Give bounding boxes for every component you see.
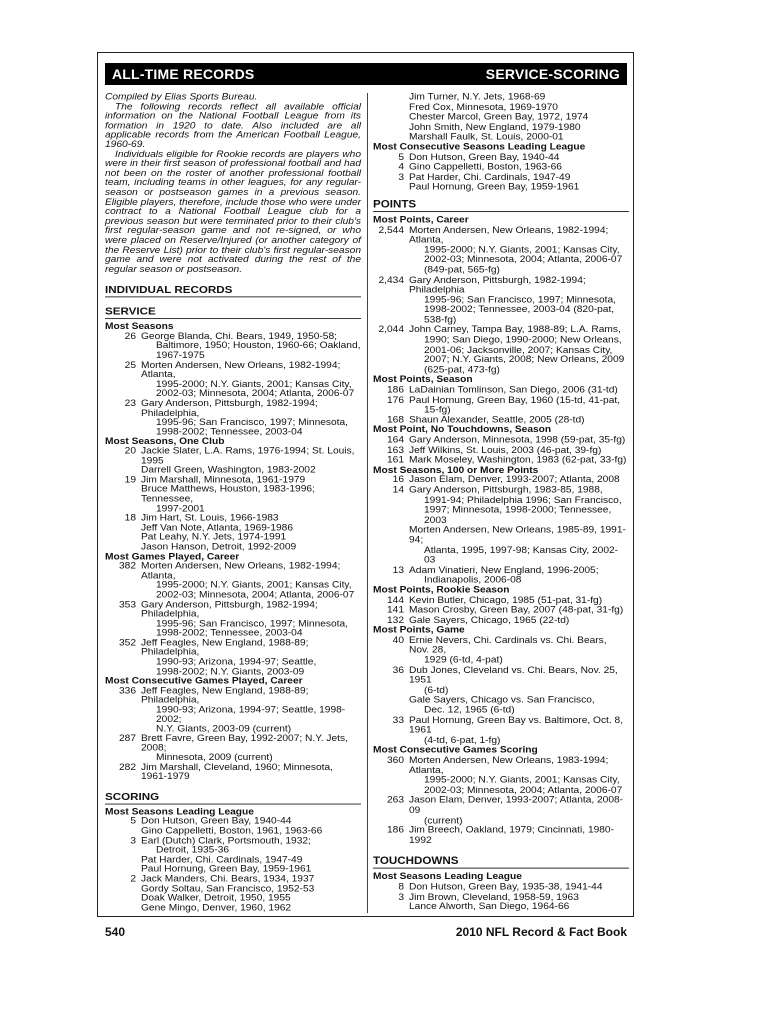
record-line: Don Hutson, Green Bay, 1935-38, 1941-44 [409,881,603,893]
record-line: Jack Manders, Chi. Bears, 1934, 1937 [141,874,315,885]
record-value: 36 [392,665,404,676]
record-holder [409,716,629,746]
record-line: Dub Jones, Cleveland vs. Chi. Bears, Nov. 25, 1951 [409,665,618,686]
record-line: Gary Anderson, Pittsburgh, 1983-85, 1988, [409,485,603,496]
record-value [373,696,409,716]
record-line: 2002-03; Minnesota, 2004; Atlanta, 2006-07 [424,254,623,266]
intro-paragraph: Compiled by Elias Sports Bureau. [105,92,258,103]
record-value: 2,434 [378,274,404,286]
record-line: Brett Favre, Green Bay, 1992-2007; N.Y. Jets, 2008; [141,733,348,754]
record-line: Don Hutson, Green Bay, 1940-44 [141,816,292,827]
record-category: Most Seasons, 100 or More Points [373,465,539,476]
record-holder [141,763,361,782]
record-value: 3 [130,835,136,846]
record-line: 15-fg) [424,404,451,416]
record-line: Pat Harder, Chi. Cardinals, 1947-49 [141,854,303,865]
record-entry [373,183,629,193]
record-value [373,526,409,566]
record-entry [105,735,361,764]
record-value: 33 [392,715,404,726]
record-line: Mark Moseley, Washington, 1983 (62-pat, 33-fg) [409,454,627,466]
record-line: 1929 (6-td, 4-pat) [424,655,503,666]
record-value: 352 [119,638,136,648]
record-line: Bruce Matthews, Houston, 1983-1996; Tennessee, [141,484,315,505]
record-category: Most Consecutive Games Played, Career [105,676,303,687]
record-category: Most Games Played, Career [105,551,240,562]
section-subtitle: SERVICE-SCORING [485,66,620,82]
record-category: Most Seasons Leading League [373,871,522,883]
record-holder [409,696,629,716]
record-line: Gary Anderson, Minnesota, 1998 (59-pat, 35-fg) [409,434,626,446]
record-value: 26 [124,331,136,342]
section-heading: TOUCHDOWNS [373,856,629,869]
right-records [373,93,629,913]
record-line: Pat Harder, Chi. Cardinals, 1947-49 [409,172,571,183]
record-entry [105,562,361,600]
record-line: Jason Hanson, Detroit, 1992-2009 [141,542,297,553]
record-entry [373,276,629,326]
record-holder [141,400,361,438]
record-line: 1995-96; San Francisco, 1997; Minnesota, [424,294,616,306]
record-line: Jackie Slater, L.A. Rams, 1976-1994; St. Louis, 1995 [141,446,355,467]
record-line: 1998-2002; N.Y. Giants, 2003-09 [156,666,305,677]
intro-text [105,93,361,275]
record-line: 2002-03; Minnesota, 2004; Atlanta, 2006-07 [156,590,355,601]
record-value: 25 [124,360,136,371]
record-entry [373,826,629,846]
record-line: Paul Hornung, Green Bay vs. Baltimore, Oct. 8, 1961 [409,715,624,736]
record-value: 18 [124,513,136,524]
record-value: 19 [124,475,136,486]
record-value: 353 [119,599,136,610]
record-entry [105,763,361,782]
record-line: (849-pat, 565-fg) [424,264,500,276]
record-line: (4-td, 6-pat, 1-fg) [424,735,501,746]
record-line: 1990; San Diego, 1990-2000; New Orleans, [424,334,622,346]
record-value: 360 [387,755,404,766]
record-holder [141,361,361,399]
section-heading: SERVICE [105,307,361,320]
record-line: 1995-96; San Francisco, 1997; Minnesota, [156,417,348,428]
record-line: Jim Breech, Oakland, 1979; Cincinnati, 1980-1992 [409,825,614,846]
record-category: Most Seasons, One Club [105,436,225,447]
record-entry [105,639,361,677]
record-holder [409,566,629,586]
record-value: 287 [119,733,136,744]
record-line: Ernie Nevers, Chi. Cardinals vs. Chi. Bears, Nov. 28, [409,635,607,656]
left-records [105,285,361,913]
record-category: Most Points, Game [373,625,465,636]
record-line: Baltimore, 1950; Houston, 1960-66; Oakland, [156,341,361,352]
record-value [105,534,141,544]
record-value: 13 [392,565,404,576]
record-value: 2,544 [378,224,404,236]
record-value [373,903,409,913]
record-value: 3 [398,172,404,183]
record-line: Jim Brown, Cleveland, 1958-59, 1963 [409,891,579,903]
section-heading: SCORING [105,792,361,805]
record-entry [373,566,629,586]
section-heading: INDIVIDUAL RECORDS [105,285,361,298]
record-value [373,103,409,113]
record-line: Gordy Soltau, San Francisco, 1952-53 [141,883,315,894]
record-line: 1997; Minnesota, 1998-2000; Tennessee, 2003 [424,505,612,526]
record-value: 16 [392,475,404,486]
right-column [373,93,629,913]
record-line: John Smith, New England, 1979-1980 [409,122,581,133]
record-value: 186 [387,384,404,396]
record-entry [105,687,361,735]
record-value [105,524,141,534]
record-line: Dec. 12, 1965 (6-td) [424,705,515,716]
record-value: 164 [387,434,404,446]
record-entry [373,326,629,376]
record-line: 1995-2000; N.Y. Giants, 2001; Kansas City, [156,379,352,390]
record-value: 144 [387,595,404,606]
record-line: Jim Marshall, Minnesota, 1961-1979 [141,475,306,486]
record-line: 1990-93; Arizona, 1994-97; Seattle, [156,657,317,668]
record-holder [409,486,629,526]
record-value: 14 [392,485,404,496]
record-line: Lance Alworth, San Diego, 1964-66 [409,901,570,913]
record-category: Most Seasons Leading League [105,807,254,817]
record-line: Fred Cox, Minnesota, 1969-1970 [409,102,558,113]
record-line: Kevin Butler, Chicago, 1985 (51-pat, 31-fg) [409,595,603,606]
record-value: 168 [387,414,404,426]
record-line: Jeff Wilkins, St. Louis, 2003 (46-pat, 39-fg) [409,444,602,456]
record-category: Most Points, Career [373,214,469,226]
record-line: Gary Anderson, Pittsburgh, 1982-1994; Philadelphia, [141,398,318,419]
record-holder [141,486,361,515]
record-line: Gale Sayers, Chicago, 1965 (22-td) [409,615,570,626]
record-line: Gene Mingo, Denver, 1960, 1962 [141,902,292,913]
record-line: Gale Sayers, Chicago vs. San Francisco, [409,695,595,706]
page-footer [105,925,627,939]
record-entry [105,601,361,639]
record-line: Jeff Van Note, Atlanta, 1969-1986 [141,523,293,534]
record-holder [409,796,629,826]
record-value: 23 [124,398,136,409]
record-holder [141,447,361,466]
record-entry [373,716,629,746]
record-entry [373,666,629,696]
record-line: 2007; N.Y. Giants, 2008; New Orleans, 2009 [424,354,625,366]
record-entry [373,903,629,913]
record-line: 1998-2002; Tennessee, 2003-04 [156,628,303,639]
book-title: 2010 NFL Record & Fact Book [455,925,627,939]
record-value: 4 [398,162,404,173]
record-value [105,486,141,515]
record-holder [409,183,629,193]
record-value: 186 [387,825,404,836]
record-line: Morten Andersen, New Orleans, 1983-1994; Atlanta, [409,755,609,776]
record-line: 1995-2000; N.Y. Giants, 2001; Kansas City, [424,775,620,786]
record-value: 336 [119,685,136,696]
record-value [373,113,409,123]
record-line: Jason Elam, Denver, 1993-2007; Atlanta, 2008 [409,475,620,486]
record-line: Gary Anderson, Pittsburgh, 1982-1994; Philadelphia [409,274,586,296]
record-holder [409,396,629,416]
record-line: 1997-2001 [156,503,205,514]
record-value: 141 [387,605,404,616]
record-holder [409,526,629,566]
left-column [105,93,361,913]
section-heading: POINTS [373,199,629,212]
record-line: Jim Marshall, Cleveland, 1960; Minnesota, 1961-1979 [141,762,333,783]
record-entry [373,486,629,526]
record-holder [409,826,629,846]
record-line: 1998-2002; Tennessee, 2003-04 (820-pat, [424,304,615,316]
record-category: Most Consecutive Games Scoring [373,745,538,756]
record-value: 5 [398,152,404,163]
record-entry [105,837,361,856]
record-value: 263 [387,795,404,806]
record-entry [105,486,361,515]
record-value: 8 [398,881,404,893]
record-line: Adam Vinatieri, New England, 1996-2005; [409,565,599,576]
record-entry [105,400,361,438]
intro-paragraph: Individuals eligible for Rookie records are players who were in their first season of professional football and had not been on the roster of another professional football team, including teams in other leagues, for any regular-season or postseason games in a previous season. Eligible players, therefore, include those who were under contract to a National Football League club for a previous season but were terminated prior to their club's first regular-season game and not re-signed, or who were placed on Reserve/Injured (or another category of the Reserve List) prior to their club's first regular-season game and were not activated during the rest of the regular season or postseason. [105,149,361,275]
record-value: 282 [119,762,136,773]
record-value: 3 [398,891,404,903]
title-bar [105,63,627,85]
record-holder [409,636,629,666]
record-line: George Blanda, Chi. Bears, 1949, 1950-58; [141,331,337,342]
record-line: 2001-06; Jacksonville, 2007; Kansas City, [424,344,613,356]
record-value [373,123,409,133]
record-value: 382 [119,561,136,572]
record-line: Indianapolis, 2006-08 [424,575,522,586]
record-value: 2 [130,874,136,885]
record-value [105,885,141,895]
record-line: 1995-2000; N.Y. Giants, 2001; Kansas City, [424,244,620,256]
record-line: 1995-96; San Francisco, 1997; Minnesota, [156,618,348,629]
record-holder [409,276,629,326]
record-line: 1995-2000; N.Y. Giants, 2001; Kansas City, [156,580,352,591]
record-line: Darrell Green, Washington, 1983-2002 [141,465,316,476]
record-line: Minnesota, 2009 (current) [156,752,273,763]
record-value: 5 [130,816,136,827]
record-line: 1967-1975 [156,350,205,361]
record-line: Jim Turner, N.Y. Jets, 1968-69 [409,92,546,103]
record-line: Doak Walker, Detroit, 1950, 1955 [141,893,291,904]
record-line: Atlanta, 1995, 1997-98; Kansas City, 2002-03 [424,545,619,566]
record-line: 1998-2002; Tennessee, 2003-04 [156,427,303,438]
record-line: Morten Andersen, New Orleans, 1982-1994; Atlanta, [141,561,341,581]
record-line: LaDainian Tomlinson, San Diego, 2006 (31-td) [409,384,618,396]
record-holder [409,326,629,376]
record-line: (current) [424,815,463,826]
record-line: Gino Cappelletti, Boston, 1961, 1963-66 [141,826,323,837]
record-holder [141,735,361,764]
record-line: Mason Crosby, Green Bay, 2007 (48-pat, 31-fg) [409,605,624,616]
record-entry [105,447,361,466]
record-holder [409,226,629,276]
column-divider [367,93,368,913]
record-line: Paul Hornung, Green Bay, 1960 (15-td, 41-pat, [409,394,621,406]
record-line: Morten Andersen, New Orleans, 1985-89, 1991-94; [409,525,626,546]
record-value [373,93,409,103]
record-value [105,894,141,904]
record-line: 1991-94; Philadelphia 1996; San Francisco, [424,495,622,506]
record-value: 176 [387,394,404,406]
record-value: 161 [387,454,404,466]
record-entry [105,332,361,361]
record-entry [373,396,629,416]
section-title: ALL-TIME RECORDS [112,66,255,82]
record-value [373,183,409,193]
record-entry [105,904,361,914]
record-line: Shaun Alexander, Seattle, 2005 (28-td) [409,414,585,426]
record-line: Morten Andersen, New Orleans, 1982-1994; Atlanta, [409,224,609,246]
record-line: Paul Hornung, Green Bay, 1959-1961 [409,182,580,193]
record-entry [373,526,629,566]
record-entry [373,883,629,893]
record-line: Paul Hornung, Green Bay, 1959-1961 [141,864,312,875]
record-holder [141,837,361,856]
record-entry [373,796,629,826]
record-line: (6-td) [424,685,449,696]
record-entry [373,636,629,666]
record-holder [409,666,629,696]
record-holder [141,904,361,914]
record-value: 163 [387,444,404,456]
record-category: Most Consecutive Seasons Leading League [373,142,586,153]
record-line: 538-fg) [424,314,457,326]
record-entry [105,361,361,399]
record-line: Gary Anderson, Pittsburgh, 1982-1994; Philadelphia, [141,599,318,620]
record-line: Jim Hart, St. Louis, 1966-1983 [141,513,279,524]
record-line: 1990-93; Arizona, 1994-97; Seattle, 1998-2002; [156,705,346,725]
record-holder [409,883,629,893]
page-number: 540 [105,925,126,939]
record-holder [141,639,361,677]
record-line: Jeff Feagles, New England, 1988-89; Philadelphia, [141,638,309,658]
record-category: Most Seasons [105,321,174,332]
record-holder [409,903,629,913]
record-line: Marshall Faulk, St. Louis, 2000-01 [409,132,564,143]
record-line: 2002-03; Minnesota, 2004; Atlanta, 2006-07 [156,389,355,399]
record-holder [141,332,361,361]
record-line: Gino Cappelletti, Boston, 1963-66 [409,162,562,173]
record-entry [373,756,629,796]
record-line: Pat Leahy, N.Y. Jets, 1974-1991 [141,532,287,543]
record-line: Jeff Feagles, New England, 1988-89; Philadelphia, [141,685,309,706]
record-line: Detroit, 1935-36 [156,845,230,856]
intro-paragraph: The following records reflect all available official information on the National Football League from its formation in 1920 to date. Also included are all applicable records from the American Football League, 1960-69. [105,101,361,150]
record-line: (625-pat, 473-fg) [424,364,500,376]
record-category: Most Points, Rookie Season [373,585,510,596]
record-value: 40 [392,635,404,646]
record-holder [409,756,629,796]
record-value [105,856,141,866]
record-value [105,904,141,914]
record-holder [141,601,361,639]
record-line: Earl (Dutch) Clark, Portsmouth, 1932; [141,835,311,846]
record-category: Most Point, No Touchdowns, Season [373,424,552,436]
record-holder [141,687,361,735]
record-value: 132 [387,615,404,626]
record-line: Jason Elam, Denver, 1993-2007; Atlanta, 2008-09 [409,795,624,816]
record-line: N.Y. Giants, 2003-09 (current) [156,724,292,735]
record-value: 20 [124,446,136,457]
record-line: John Carney, Tampa Bay, 1988-89; L.A. Rams, [409,324,621,336]
record-line: Morten Andersen, New Orleans, 1982-1994; Atlanta, [141,360,341,380]
record-entry [373,226,629,276]
record-line: Chester Marcol, Green Bay, 1972, 1974 [409,112,589,123]
record-value: 2,044 [378,324,404,336]
record-holder [141,562,361,600]
record-entry [373,696,629,716]
record-line: Don Hutson, Green Bay, 1940-44 [409,152,560,163]
record-line: 2002-03; Minnesota, 2004; Atlanta, 2006-07 [424,785,623,796]
record-category: Most Points, Season [373,374,473,386]
